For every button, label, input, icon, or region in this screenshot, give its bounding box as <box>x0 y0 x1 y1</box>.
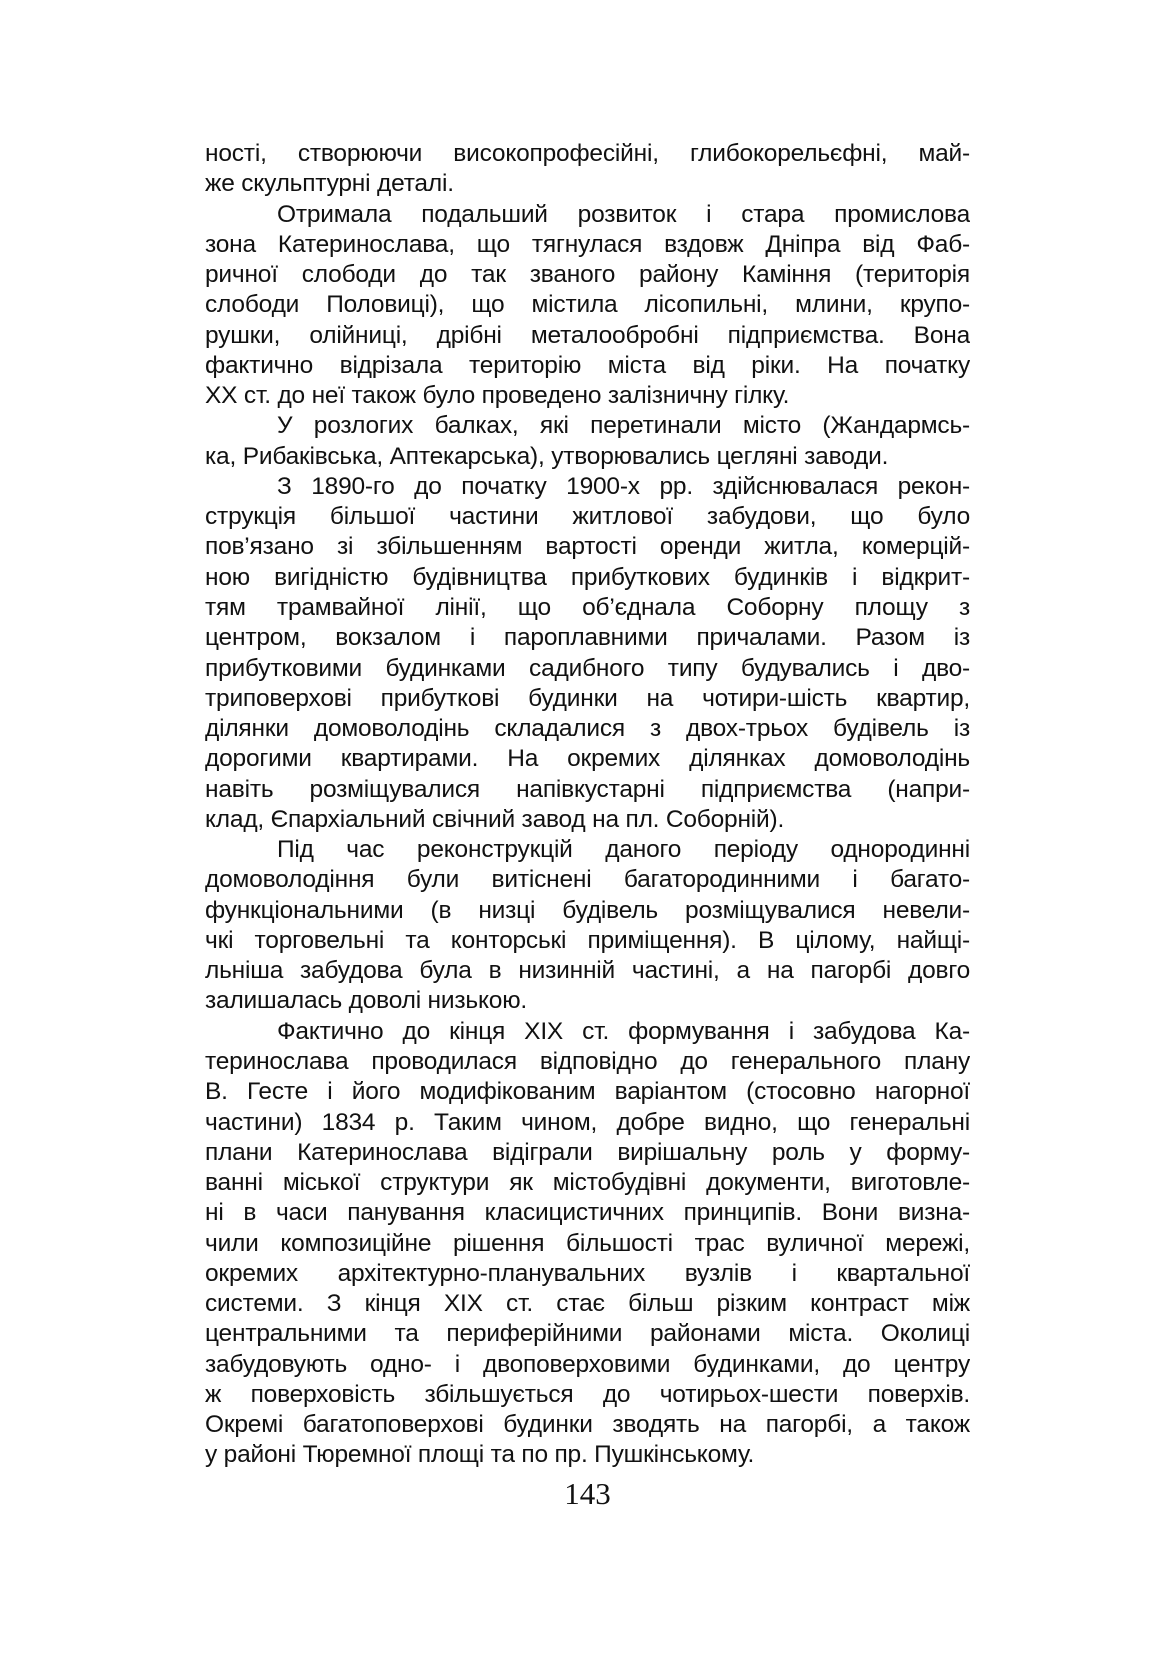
text-line: ванні міської структури як містобудівні документи, виготовле- <box>205 1169 970 1197</box>
text-line: клад, Єпархіальний свічний завод на пл. Соборній). <box>205 805 785 833</box>
text-line: Під час реконструкцій даного періоду однородинні <box>277 836 970 864</box>
text-line: У розлогих балках, які перетинали місто (Жандармсь- <box>277 412 970 440</box>
text-line: зона Катеринослава, що тягнулася вздовж Дніпра від Фаб- <box>205 230 970 258</box>
text-line: теринослава проводилася відповідно до генерального плану <box>205 1047 970 1075</box>
text-line: ричної слободи до так званого району Каміння (територія <box>205 261 970 289</box>
text-line: системи. З кінця XIX ст. стає більш різким контраст між <box>205 1290 970 1318</box>
text-line: частини) 1834 р. Таким чином, добре видно, що генеральні <box>205 1108 970 1136</box>
text-line: З 1890-го до початку 1900-х рр. здійснювалася рекон- <box>277 472 970 500</box>
text-line: у районі Тюремної площі та по пр. Пушкінському. <box>205 1441 755 1469</box>
text-line: плани Катеринослава відіграли вирішальну роль у форму- <box>205 1138 970 1166</box>
text-line: чкі торговельні та конторські приміщення). В цілому, найщі- <box>205 926 970 954</box>
page-text <box>205 139 970 1471</box>
text-line: чили композиційне рішення більшості трас вуличної мережі, <box>205 1229 970 1257</box>
text-line: В. Гесте і його модифікованим варіантом (стосовно нагорної <box>205 1078 970 1106</box>
text-line: залишалась доволі низькою. <box>205 987 527 1015</box>
text-line: струкція більшої частини житлової забудови, що було <box>205 503 970 531</box>
text-line: ка, Рибаківська, Аптекарська), утворювались цегляні заводи. <box>205 442 889 470</box>
text-line: ж поверховість збільшується до чотирьох-шести поверхів. <box>205 1380 970 1408</box>
text-line: Фактично до кінця XIX ст. формування і забудова Ка- <box>277 1017 970 1045</box>
text-line: домоволодіння були витіснені багатородинними і багато- <box>205 866 970 894</box>
text-line: фактично відрізала територію міста від ріки. На початку <box>205 351 970 379</box>
text-line: тям трамвайної лінії, що об’єднала Соборну площу з <box>205 593 970 621</box>
text-line: пов’язано зі збільшенням вартості оренди житла, комерцій- <box>205 533 970 561</box>
text-line: функціональними (в низці будівель розміщувалися невели- <box>205 896 970 924</box>
page-number: 143 <box>564 1476 611 1511</box>
text-line: слободи Половиці), що містила лісопильні, млини, крупо- <box>205 291 970 319</box>
text-line: рушки, олійниці, дрібні металообробні підприємства. Вона <box>205 321 970 349</box>
text-line: окремих архітектурно-планувальних вузлів і квартальної <box>205 1259 970 1287</box>
text-line: навіть розміщувалися напівкустарні підприємства (напри- <box>205 775 970 803</box>
text-line: ділянки домоволодінь складалися з двох-трьох будівель із <box>205 715 970 743</box>
text-line: прибутковими будинками садибного типу будувались і дво- <box>205 654 970 682</box>
text-line: льніша забудова була в низинній частині, а на пагорбі довго <box>205 957 970 985</box>
text-line: же скульптурні деталі. <box>205 170 454 198</box>
text-line: ності, створюючи високопрофесійні, глибокорельєфні, май- <box>205 140 970 167</box>
text-line: триповерхові прибуткові будинки на чотири-шість квартир, <box>205 684 970 712</box>
text-line: дорогими квартирами. На окремих ділянках домоволодінь <box>205 745 970 773</box>
text-line: XX ст. до неї також було проведено залізничну гілку. <box>205 382 790 410</box>
text-line: Отримала подальший розвиток і стара промислова <box>277 200 970 228</box>
text-line: центральними та периферійними районами міста. Околиці <box>205 1320 970 1348</box>
text-line: Окремі багатоповерхові будинки зводять на пагорбі, а також <box>205 1411 970 1439</box>
text-line: ною вигідністю будівництва прибуткових будинків і відкрит- <box>205 563 970 591</box>
text-line: забудовують одно- і двоповерховими будинками, до центру <box>205 1350 970 1378</box>
text-line: центром, вокзалом і пароплавними причалами. Разом із <box>205 624 970 652</box>
text-line: ні в часи панування класицистичних принципів. Вони визна- <box>205 1199 970 1227</box>
